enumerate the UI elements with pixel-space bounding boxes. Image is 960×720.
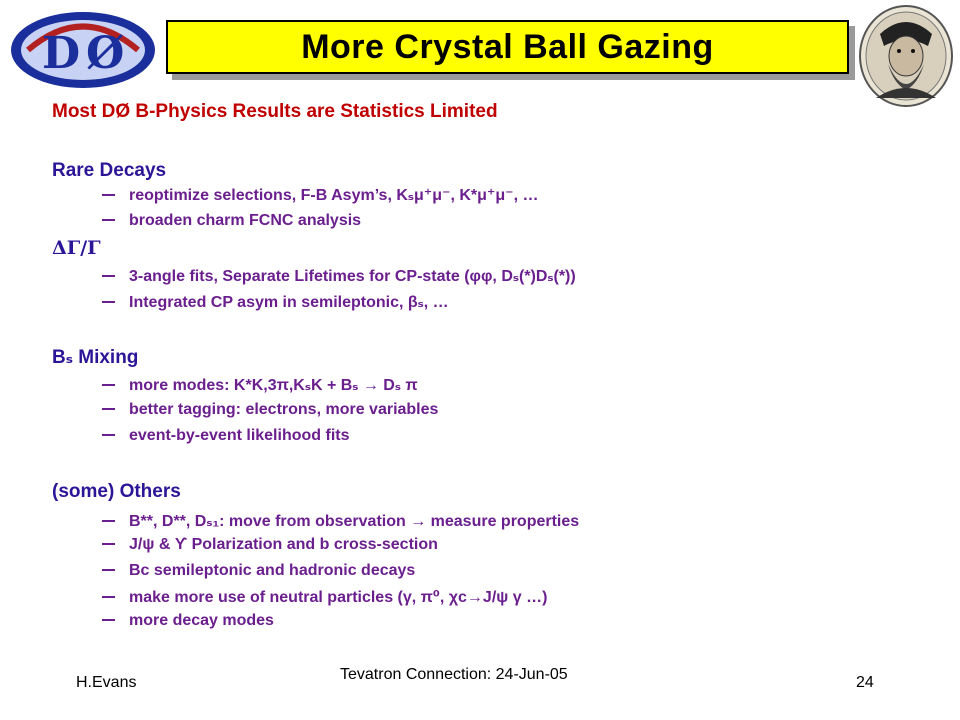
- list-item: 3-angle fits, Separate Lifetimes for CP-state (φφ, Dₛ(*)Dₛ(*)): [102, 266, 576, 286]
- list-item: event-by-event likelihood fits: [102, 427, 349, 445]
- footer-author: H.Evans: [76, 674, 137, 691]
- dash-bullet: [102, 408, 115, 410]
- dash-bullet: [102, 301, 115, 303]
- dash-bullet: [102, 384, 115, 386]
- svg-text:Ø: Ø: [86, 28, 125, 79]
- dash-bullet: [102, 619, 115, 621]
- dash-bullet: [102, 275, 115, 277]
- list-item: reoptimize selections, F-B Asym’s, Kₛμ⁺μ⁻, K*μ⁺μ⁻, …: [102, 185, 538, 205]
- list-item: more decay modes: [102, 612, 274, 630]
- dash-bullet: [102, 543, 115, 545]
- footer-event: Tevatron Connection: 24-Jun-05: [340, 666, 568, 683]
- list-item: more modes: K*K,3π,KₛK + Bₛ → Dₛ π: [102, 375, 418, 395]
- dash-bullet: [102, 219, 115, 221]
- list-item: broaden charm FCNC analysis: [102, 212, 361, 230]
- section-heading-delta-gamma: ΔΓ/Γ: [52, 237, 101, 259]
- dash-bullet: [102, 434, 115, 436]
- section-heading-others: (some) Others: [52, 481, 181, 502]
- portrait-image: [858, 4, 954, 108]
- list-item: Integrated CP asym in semileptonic, βₛ, …: [102, 292, 449, 312]
- dash-bullet: [102, 194, 115, 196]
- svg-text:D: D: [42, 28, 81, 79]
- list-item: B**, D**, Dₛ₁: move from observation → measure properties: [102, 511, 579, 531]
- title-box: [166, 20, 849, 74]
- dash-bullet: [102, 520, 115, 522]
- dash-bullet: [102, 596, 115, 598]
- list-item: better tagging: electrons, more variables: [102, 401, 438, 419]
- list-item: J/ψ & ϒ Polarization and b cross-section: [102, 536, 438, 554]
- section-heading-rare-decays: Rare Decays: [52, 160, 167, 181]
- d0-logo: [8, 8, 158, 92]
- dash-bullet: [102, 569, 115, 571]
- list-item: Bᴄ semileptonic and hadronic decays: [102, 562, 415, 580]
- headline: Most DØ B-Physics Results are Statistics Limited: [52, 101, 498, 122]
- slide-title: More Crystal Ball Gazing: [301, 27, 714, 66]
- list-item: make more use of neutral particles (γ, π⁰, χᴄ→J/ψ γ …): [102, 587, 547, 607]
- section-heading-bs-mixing: Bₛ Mixing: [52, 347, 139, 368]
- footer-page-number: 24: [856, 674, 874, 691]
